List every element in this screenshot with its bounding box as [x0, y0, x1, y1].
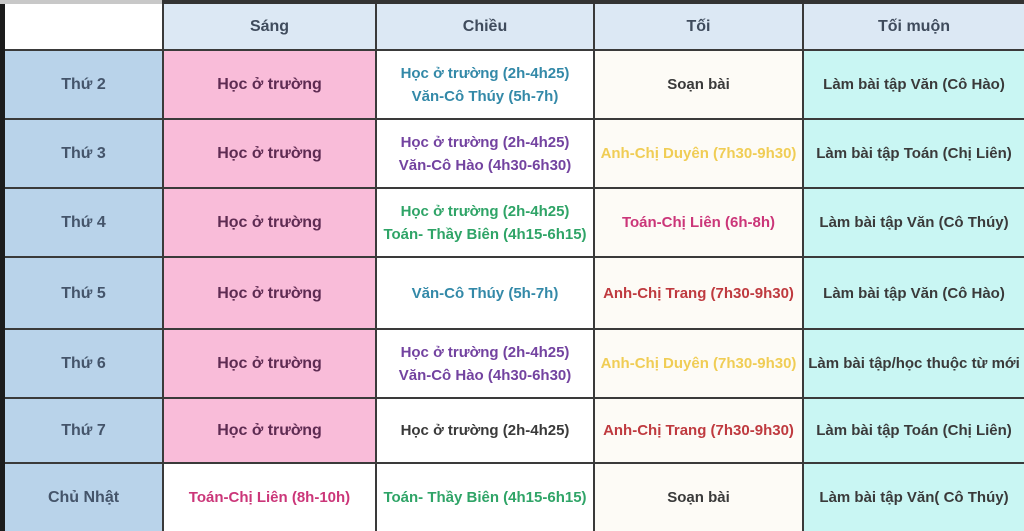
cell-text: Làm bài tập/học thuộc từ mới [808, 355, 1020, 372]
cell-text: Anh-Chị Trang (7h30-9h30) [603, 422, 794, 439]
cell-thu-7-chieu [377, 399, 593, 462]
cell-thu-5-toi-muon [804, 258, 1024, 328]
cell-thu-2-chieu [377, 51, 593, 118]
cell-thu-6-toi-muon [804, 330, 1024, 397]
cell-thu-2-toi-muon [804, 51, 1024, 118]
cell-text: Văn-Cô Hào (4h30-6h30) [398, 366, 572, 384]
cell-thu-4-chieu [377, 189, 593, 256]
day-label-thu-4 [5, 189, 162, 256]
cell-chu-nhat-sang [164, 464, 375, 531]
cell-thu-6-chieu [377, 330, 593, 397]
day-text: Thứ 2 [61, 76, 106, 93]
cell-text: Toán-Chị Liên (6h-8h) [621, 214, 776, 231]
cell-text: Anh-Chị Trang (7h30-9h30) [603, 284, 794, 302]
cell-thu-4-toi [595, 189, 802, 256]
day-text: Thứ 4 [61, 214, 106, 231]
header-toi [595, 4, 802, 49]
cell-thu-7-sang [164, 399, 375, 462]
cell-chu-nhat-toi-muon [804, 464, 1024, 531]
day-text: Chủ Nhật [47, 489, 120, 506]
cell-thu-5-toi [595, 258, 802, 328]
cell-text: Học ở trường [217, 214, 322, 231]
day-label-chu-nhat [5, 464, 162, 531]
corner-cell [5, 4, 162, 49]
cell-text: Làm bài tập Toán (Chị Liên) [816, 145, 1012, 162]
cell-thu-2-toi [595, 51, 802, 118]
cell-text: Học ở trường (2h-4h25) [400, 64, 570, 82]
cell-text: Toán- Thầy Biên (4h15-6h15) [383, 225, 587, 243]
cell-text: Học ở trường [217, 76, 322, 93]
cell-text: Toán-Chị Liên (8h-10h) [188, 489, 351, 506]
day-label-thu-3 [5, 120, 162, 187]
cell-text: Anh-Chị Duyên (7h30-9h30) [600, 145, 797, 162]
cell-text: Anh-Chị Duyên (7h30-9h30) [600, 355, 797, 372]
day-text: Thứ 7 [61, 422, 106, 439]
cell-thu-6-sang [164, 330, 375, 397]
day-text: Thứ 5 [61, 284, 106, 302]
cell-text: Làm bài tập Văn( Cô Thúy) [819, 489, 1009, 506]
header-toi-muon [804, 4, 1024, 49]
timetable-grid [0, 4, 1024, 531]
cell-chu-nhat-chieu [377, 464, 593, 531]
cell-text: Học ở trường (2h-4h25) [400, 133, 570, 151]
day-label-thu-6 [5, 330, 162, 397]
day-text: Thứ 6 [61, 355, 106, 372]
cell-thu-6-toi [595, 330, 802, 397]
header-toi-label: Tối [686, 18, 711, 35]
cell-thu-7-toi-muon [804, 399, 1024, 462]
cell-thu-7-toi [595, 399, 802, 462]
header-chieu-label: Chiều [462, 18, 508, 35]
day-text: Thứ 3 [61, 145, 106, 162]
cell-text: Học ở trường [217, 422, 322, 439]
header-toi-muon-label: Tối muộn [878, 18, 950, 35]
cell-text: Văn-Cô Thúy (5h-7h) [411, 284, 559, 302]
day-label-thu-5 [5, 258, 162, 328]
cell-text: Soạn bài [667, 76, 730, 93]
cell-text: Toán- Thầy Biên (4h15-6h15) [383, 489, 587, 506]
cell-thu-3-toi-muon [804, 120, 1024, 187]
cell-text: Soạn bài [667, 489, 730, 506]
cell-thu-3-toi [595, 120, 802, 187]
cell-text: Làm bài tập Văn (Cô Hào) [823, 284, 1005, 302]
header-chieu [377, 4, 593, 49]
cell-thu-5-sang [164, 258, 375, 328]
cell-thu-4-sang [164, 189, 375, 256]
cell-text: Học ở trường (2h-4h25) [400, 343, 570, 361]
cell-thu-3-sang [164, 120, 375, 187]
cell-thu-2-sang [164, 51, 375, 118]
cell-text: Học ở trường [217, 145, 322, 162]
cell-text: Làm bài tập Văn (Cô Hào) [823, 76, 1005, 93]
cell-text: Học ở trường [217, 355, 322, 372]
cell-chu-nhat-toi [595, 464, 802, 531]
cell-text: Làm bài tập Văn (Cô Thúy) [819, 214, 1009, 231]
header-sang [164, 4, 375, 49]
header-sang-label: Sáng [249, 18, 290, 35]
cell-text: Văn-Cô Hào (4h30-6h30) [398, 156, 572, 174]
day-label-thu-7 [5, 399, 162, 462]
cell-thu-5-chieu [377, 258, 593, 328]
cell-text: Học ở trường [217, 284, 322, 302]
cell-thu-4-toi-muon [804, 189, 1024, 256]
cell-text: Học ở trường (2h-4h25) [400, 202, 570, 220]
day-label-thu-2 [5, 51, 162, 118]
cell-text: Học ở trường (2h-4h25) [400, 422, 570, 439]
cell-text: Văn-Cô Thúy (5h-7h) [411, 87, 559, 105]
cell-thu-3-chieu [377, 120, 593, 187]
cell-text: Làm bài tập Toán (Chị Liên) [816, 422, 1012, 439]
